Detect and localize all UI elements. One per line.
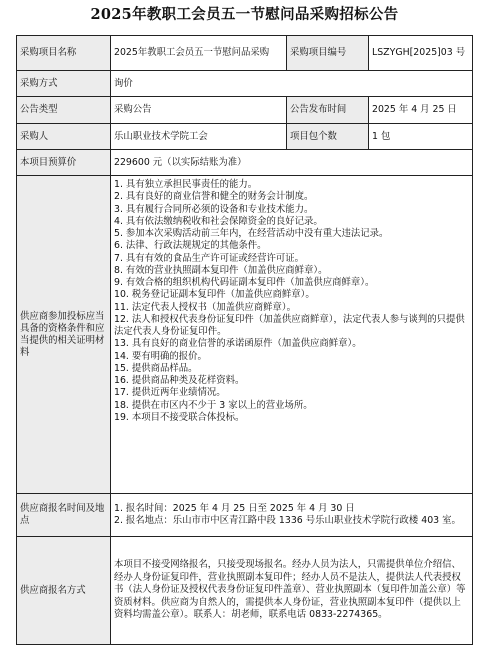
requirement-item: 9. 有效合格的组织机构代码证副本复印件（加盖供应商鲜章）。 [114,277,375,288]
requirement-item: 17. 提供近两年业绩情况。 [114,387,226,399]
requirement-item: 7. 具有有效的食品生产许可证或经营许可证。 [114,252,305,264]
requirements-cell [111,176,473,494]
row-registration-method [17,537,473,645]
row-method [17,71,473,97]
registration-cell [111,494,473,537]
requirement-item: 3. 具有履行合同所必须的设备和专业技术能力。 [114,203,314,215]
purchaser-value: 乐山职业技术学院工会 [111,124,287,150]
requirement-item: 8. 有效的营业执照副本复印件（加盖供应商鲜章）。 [114,264,328,276]
notice-type-value: 采购公告 [111,97,287,124]
budget-label: 本项目预算价 [17,150,111,176]
project-number-value: LSZYGH[2025]03 号 [369,36,473,71]
procurement-table [16,35,473,645]
registration-method-text: 本项目不接受网络报名，只接受现场报名。经办人员为法人，只需提供单位介绍信、经办人身份证复印件，营业执照副本复印件；经办人员不是法人，提供法人代表授权书（法人身份证及授权代表身份证复印件盖章）、营业执照副本（复印件加盖公章）等资质材料。供应商为自然人的，需提供本人身份证，营业执照副本复印件（提供以上资料均需盖公章）。联系人：胡老师，联系电话 0833-2274365。 [111,537,473,645]
requirement-item: 10. 税务登记证副本复印件（加盖供应商鲜章）。 [114,289,315,301]
requirements-label: 供应商参加投标应当具备的资格条件和应当提供的相关证明材料 [17,176,111,494]
requirement-item: 14. 要有明确的报价。 [114,350,207,362]
requirement-item: 18. 提供在市区内不少于 3 家以上的营业场所。 [114,399,313,411]
registration-method-label: 供应商报名方式 [17,537,111,645]
row-budget [17,150,473,176]
registration-place: 2. 报名地点：乐山市市中区青江路中段 1336 号乐山职业技术学院行政楼 403 室。 [114,515,461,526]
requirement-item: 16. 提供商品种类及花样资料。 [114,375,245,386]
row-registration [17,494,473,537]
project-number-label: 采购项目编号 [287,36,369,71]
purchaser-label: 采购人 [17,124,111,150]
publish-date-value: 2025 年 4 月 25 日 [369,97,473,124]
requirement-item: 11. 法定代表人授权书（加盖供应商鲜章）。 [114,301,296,313]
requirement-item: 15. 提供商品样品。 [114,362,198,374]
method-value: 询价 [111,71,473,97]
row-purchaser [17,124,473,150]
budget-value: 229600 元（以实际结账为准） [111,150,473,176]
row-project-name [17,36,473,71]
row-requirements [17,176,473,494]
package-count-value: 1 包 [369,124,473,150]
requirement-item: 5. 参加本次采购活动前三年内，在经营活动中没有重大违法记录。 [114,228,389,239]
requirement-item: 19. 本项目不接受联合体投标。 [114,411,245,423]
requirements-list [114,176,469,426]
requirement-item: 13. 具有良好的商业信誉的承诺函原件（加盖供应商鲜章）。 [114,338,362,350]
publish-date-label: 公告发布时间 [287,97,369,124]
project-name-value: 2025年教职工会员五一节慰问品采购 [111,36,287,71]
registration-label: 供应商报名时间及地点 [17,494,111,537]
requirement-item: 6. 法律、行政法规规定的其他条件。 [114,240,267,252]
notice-title: 2025年教职工会员五一节慰问品采购招标公告 [90,6,399,23]
package-count-label: 项目包个数 [287,124,369,150]
requirement-item: 12. 法人和授权代表身份证复印件（加盖供应商鲜章），法定代表人参与谈判的只提供法定代表人身份证复印件。 [114,313,465,337]
row-notice-type [17,97,473,124]
notice-type-label: 公告类型 [17,97,111,124]
method-label: 采购方式 [17,71,111,97]
project-name-label: 采购项目名称 [17,36,111,71]
registration-time: 1. 报名时间：2025 年 4 月 25 日至 2025 年 4 月 30 日 [114,503,355,514]
requirement-item: 1. 具有独立承担民事责任的能力。 [114,179,258,190]
requirement-item: 4. 具有依法缴纳税收和社会保障资金的良好记录。 [114,215,323,227]
requirement-item: 2. 具有良好的商业信誉和健全的财务会计制度。 [114,191,314,203]
